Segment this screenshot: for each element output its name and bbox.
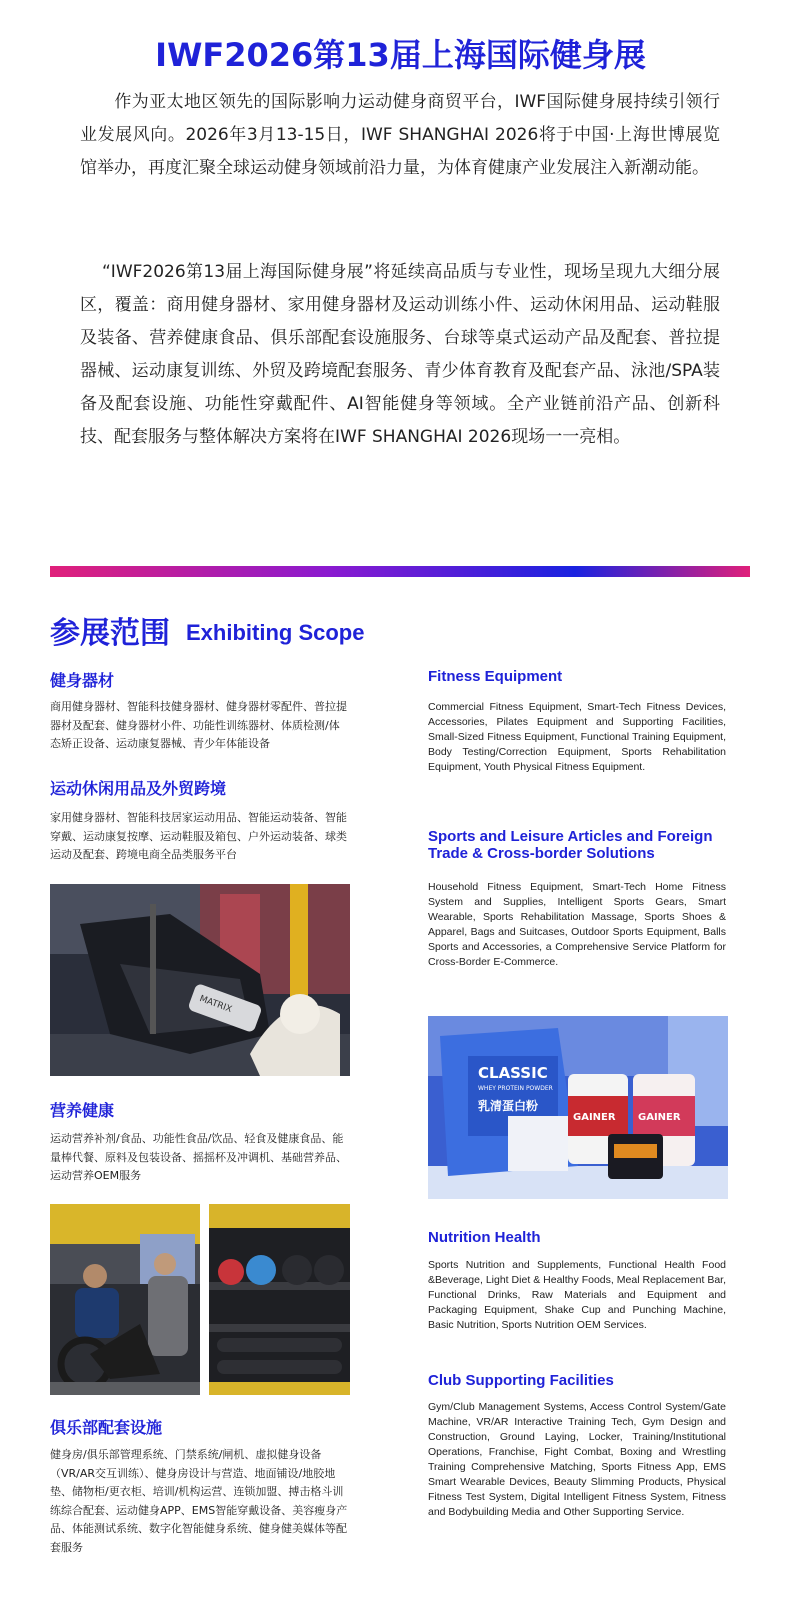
tub-cn-text: 乳清蛋白粉 [478,1099,539,1113]
cn-text-fitness-equipment: 商用健身器材、智能科技健身器材、健身器材零配件、普拉提器材及配套、健身器材小件、功能性训练器材、体质检测/体态矫正设备、运动康复器械、青少年体能设备 [50,700,347,750]
cn-text-nutrition: 运动营养补剂/食品、功能性食品/饮品、轻食及健康食品、能量棒代餐、原料及包装设备、摇摇杯及冲调机、基础营养品、运动营养OEM服务 [50,1132,347,1182]
en-text-sports-leisure: Household Fitness Equipment, Smart-Tech Home Fitness System and Supplies, Intelligent Sports Gears, Smart Wearable, Sports Rehabilitation Massage, Sports Shoes & Apparel, Bags and Suitcases, Outdoor Sports Equipment, Balls Sports and Accessories, a Comprehensive Service Platform for Cross-Border E-Commerce. [428,881,726,968]
jar2-text: GAINER [638,1112,681,1123]
jar1-text: GAINER [573,1112,616,1123]
en-heading-fitness-equipment: Fitness Equipment [428,668,563,685]
cn-text-club: 健身房/俱乐部管理系统、门禁系统/闸机、虚拟健身设备（VR/AR交互训练）、健身房设计与营造、地面铺设/地胶地垫、储物柜/更衣柜、培训/机构运营、连锁加盟、搏击格斗训练综合配套、运动健身APP、EMS智能穿戴设备、美容瘦身产品、体能测试系统、数字化智能健身系统、健身健美媒体等配套服务 [50,1448,348,1554]
en-heading-nutrition: Nutrition Health [428,1229,541,1246]
page-title: IWF2026第13届上海国际健身展 [155,36,646,74]
en-heading-club: Club Supporting Facilities [428,1372,614,1389]
cn-text-sports-leisure: 家用健身器材、智能科技居家运动用品、智能运动装备、智能穿戴、运动康复按摩、运动鞋服及箱包、户外运动装备、球类运动及配套、跨境电商全品类服务平台 [50,811,347,861]
cn-heading-sports-leisure: 运动休闲用品及外贸跨境 [50,779,227,798]
cn-heading-club: 俱乐部配套设施 [50,1418,163,1437]
tub-sub-text: WHEY PROTEIN POWDER [478,1085,553,1092]
photo-spin-bike [50,1204,200,1395]
en-heading-sports-leisure: Sports and Leisure Articles and Foreign Trade & Cross-border Solutions [428,828,713,862]
cn-heading-nutrition: 营养健康 [50,1101,115,1120]
en-text-club: Gym/Club Management Systems, Access Control System/Gate Machine, VR/AR Interactive Training Tech, Gym Design and Construction, Ground Laying, Locker, Training/Institutional Operations, Franchise, Fight Combat, Boxing and Wrestling Training Comprehensive Matching, Sports Fitness App, EMS Smart Wearable Devices, Beauty Slimming Products, Physical Fitness Test System, Digital Intelligent Fitness System, Fitness and Bodybuilding Media and Other Supporting Service. [428,1401,726,1518]
photo-kettlebells [209,1204,350,1395]
photo-nutrition-products [428,1016,728,1199]
tub-brand-text: CLASSIC [478,1064,548,1082]
scope-title-cn: 参展范围 [50,616,170,651]
gradient-divider [50,566,750,577]
machine-brand-label: MATRIX [197,994,234,1016]
cn-heading-fitness-equipment: 健身器材 [50,671,115,690]
intro-paragraph-1: 作为亚太地区领先的国际影响力运动健身商贸平台，IWF国际健身展持续引领行业发展风向。2026年3月13-15日，IWF SHANGHAI 2026将于中国·上海世博展览馆举办，再度汇聚全球运动健身领域前沿力量，为体育健康产业发展注入新潮动能。 [80,92,720,178]
en-text-nutrition: Sports Nutrition and Supplements, Functional Health Food &Beverage, Light Diet & Healthy Foods, Meal Replacement Bar, Functional Drinks, Raw Materials and Equipment and Packaging Equipment, Shake Cup and Punching Machine, Basic Nutrition, Sports Nutrition OEM Services. [428,1259,726,1331]
scope-title-en: Exhibiting Scope [186,620,365,645]
intro-paragraph-2: “IWF2026第13届上海国际健身展”将延续高品质与专业性，现场呈现九大细分展区，覆盖：商用健身器材、家用健身器材及运动训练小件、运动休闲用品、运动鞋服及装备、营养健康食品、俱乐部配套设施服务、台球等桌式运动产品及配套、普拉提器械、运动康复训练、外贸及跨境配套服务、青少体育教育及配套产品、泳池/SPA装备及配套设施、功能性穿戴配件、AI智能健身等领域。全产业链前沿产品、创新科技、配套服务与整体解决方案将在IWF SHANGHAI 2026现场一一亮相。 [80,262,720,447]
photo-fitness-machine [50,884,350,1076]
en-text-fitness-equipment: Commercial Fitness Equipment, Smart-Tech Fitness Devices, Accessories, Pilates Equipment and Supporting Facilities, Small-Sized Fitness Equipment, Functional Training Equipment, Body Testing/Correction Equipment, Sports Rehabilitation Equipment, Youth Physical Fitness Equipment. [428,701,726,773]
